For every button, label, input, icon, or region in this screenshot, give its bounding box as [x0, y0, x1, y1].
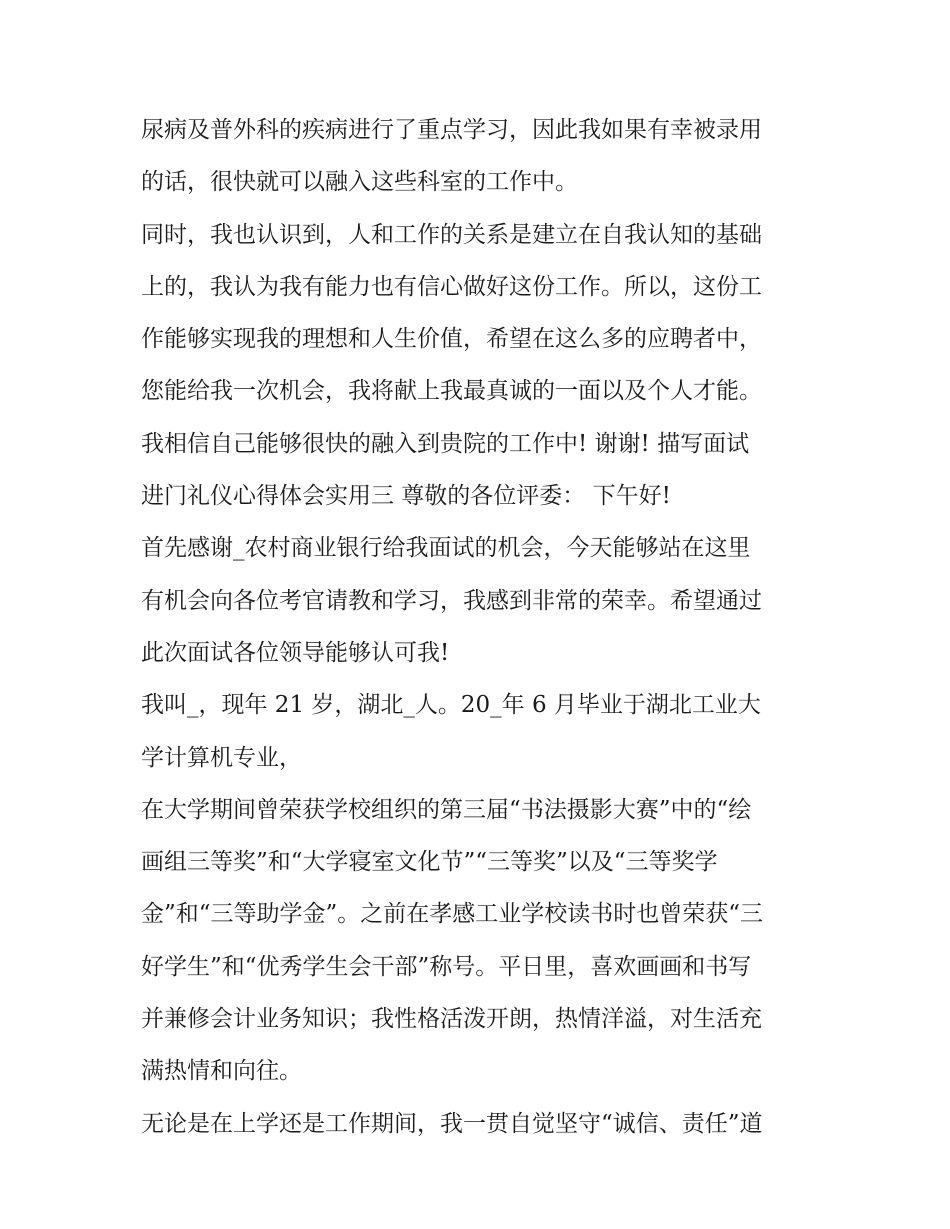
text-line: 您能给我一次机会，我将献上我最真诚的一面以及个人才能。	[141, 378, 762, 405]
text-line: 作能够实现我的理想和人生价值，希望在这么多的应聘者中，	[141, 326, 762, 353]
text-line: 同时，我也认识到，人和工作的关系是建立在自我认知的基础	[141, 221, 762, 248]
text-line: 首先感谢_农村商业银行给我面试的机会，今天能够站在这里	[141, 535, 751, 562]
text-line: 此次面试各位领导能够认可我!	[141, 639, 450, 666]
text-line: 我相信自己能够很快的融入到贵院的工作中! 谢谢! 描写面试	[141, 430, 750, 457]
text-line: 金”和“三等助学金”。之前在孝感工业学校读书时也曾荣获“三	[141, 901, 764, 928]
text-line: 好学生”和“优秀学生会干部”称号。平日里，喜欢画画和书写	[141, 953, 752, 980]
text-line: 上的，我认为我有能力也有信心做好这份工作。所以，这份工	[141, 273, 762, 300]
text-line: 有机会向各位考官请教和学习，我感到非常的荣幸。希望通过	[141, 587, 762, 614]
text-line: 学计算机专业，	[141, 744, 302, 771]
text-line: 的话，很快就可以融入这些科室的工作中。	[141, 169, 578, 196]
text-line: 尿病及普外科的疾病进行了重点学习，因此我如果有幸被录用	[141, 117, 762, 143]
text-line: 满热情和向往。	[141, 1058, 302, 1085]
text-line: 无论是在上学还是工作期间，我一贯自觉坚守“诚信、责任”道	[141, 1110, 763, 1137]
text-line: 在大学期间曾荣获学校组织的第三届“书法摄影大赛”中的“绘	[141, 796, 752, 823]
text-line: 画组三等奖”和“大学寝室文化节”“三等奖”以及“三等奖学	[141, 849, 718, 876]
text-line: 进门礼仪心得体会实用三 尊敬的各位评委： 下午好!	[141, 483, 671, 510]
text-line: 我叫_，现年 21 岁，湖北_人。20_年 6 月毕业于湖北工业大	[141, 692, 761, 719]
text-line: 并兼修会计业务知识；我性格活泼开朗，热情洋溢，对生活充	[141, 1006, 762, 1033]
document-body	[141, 104, 821, 1150]
